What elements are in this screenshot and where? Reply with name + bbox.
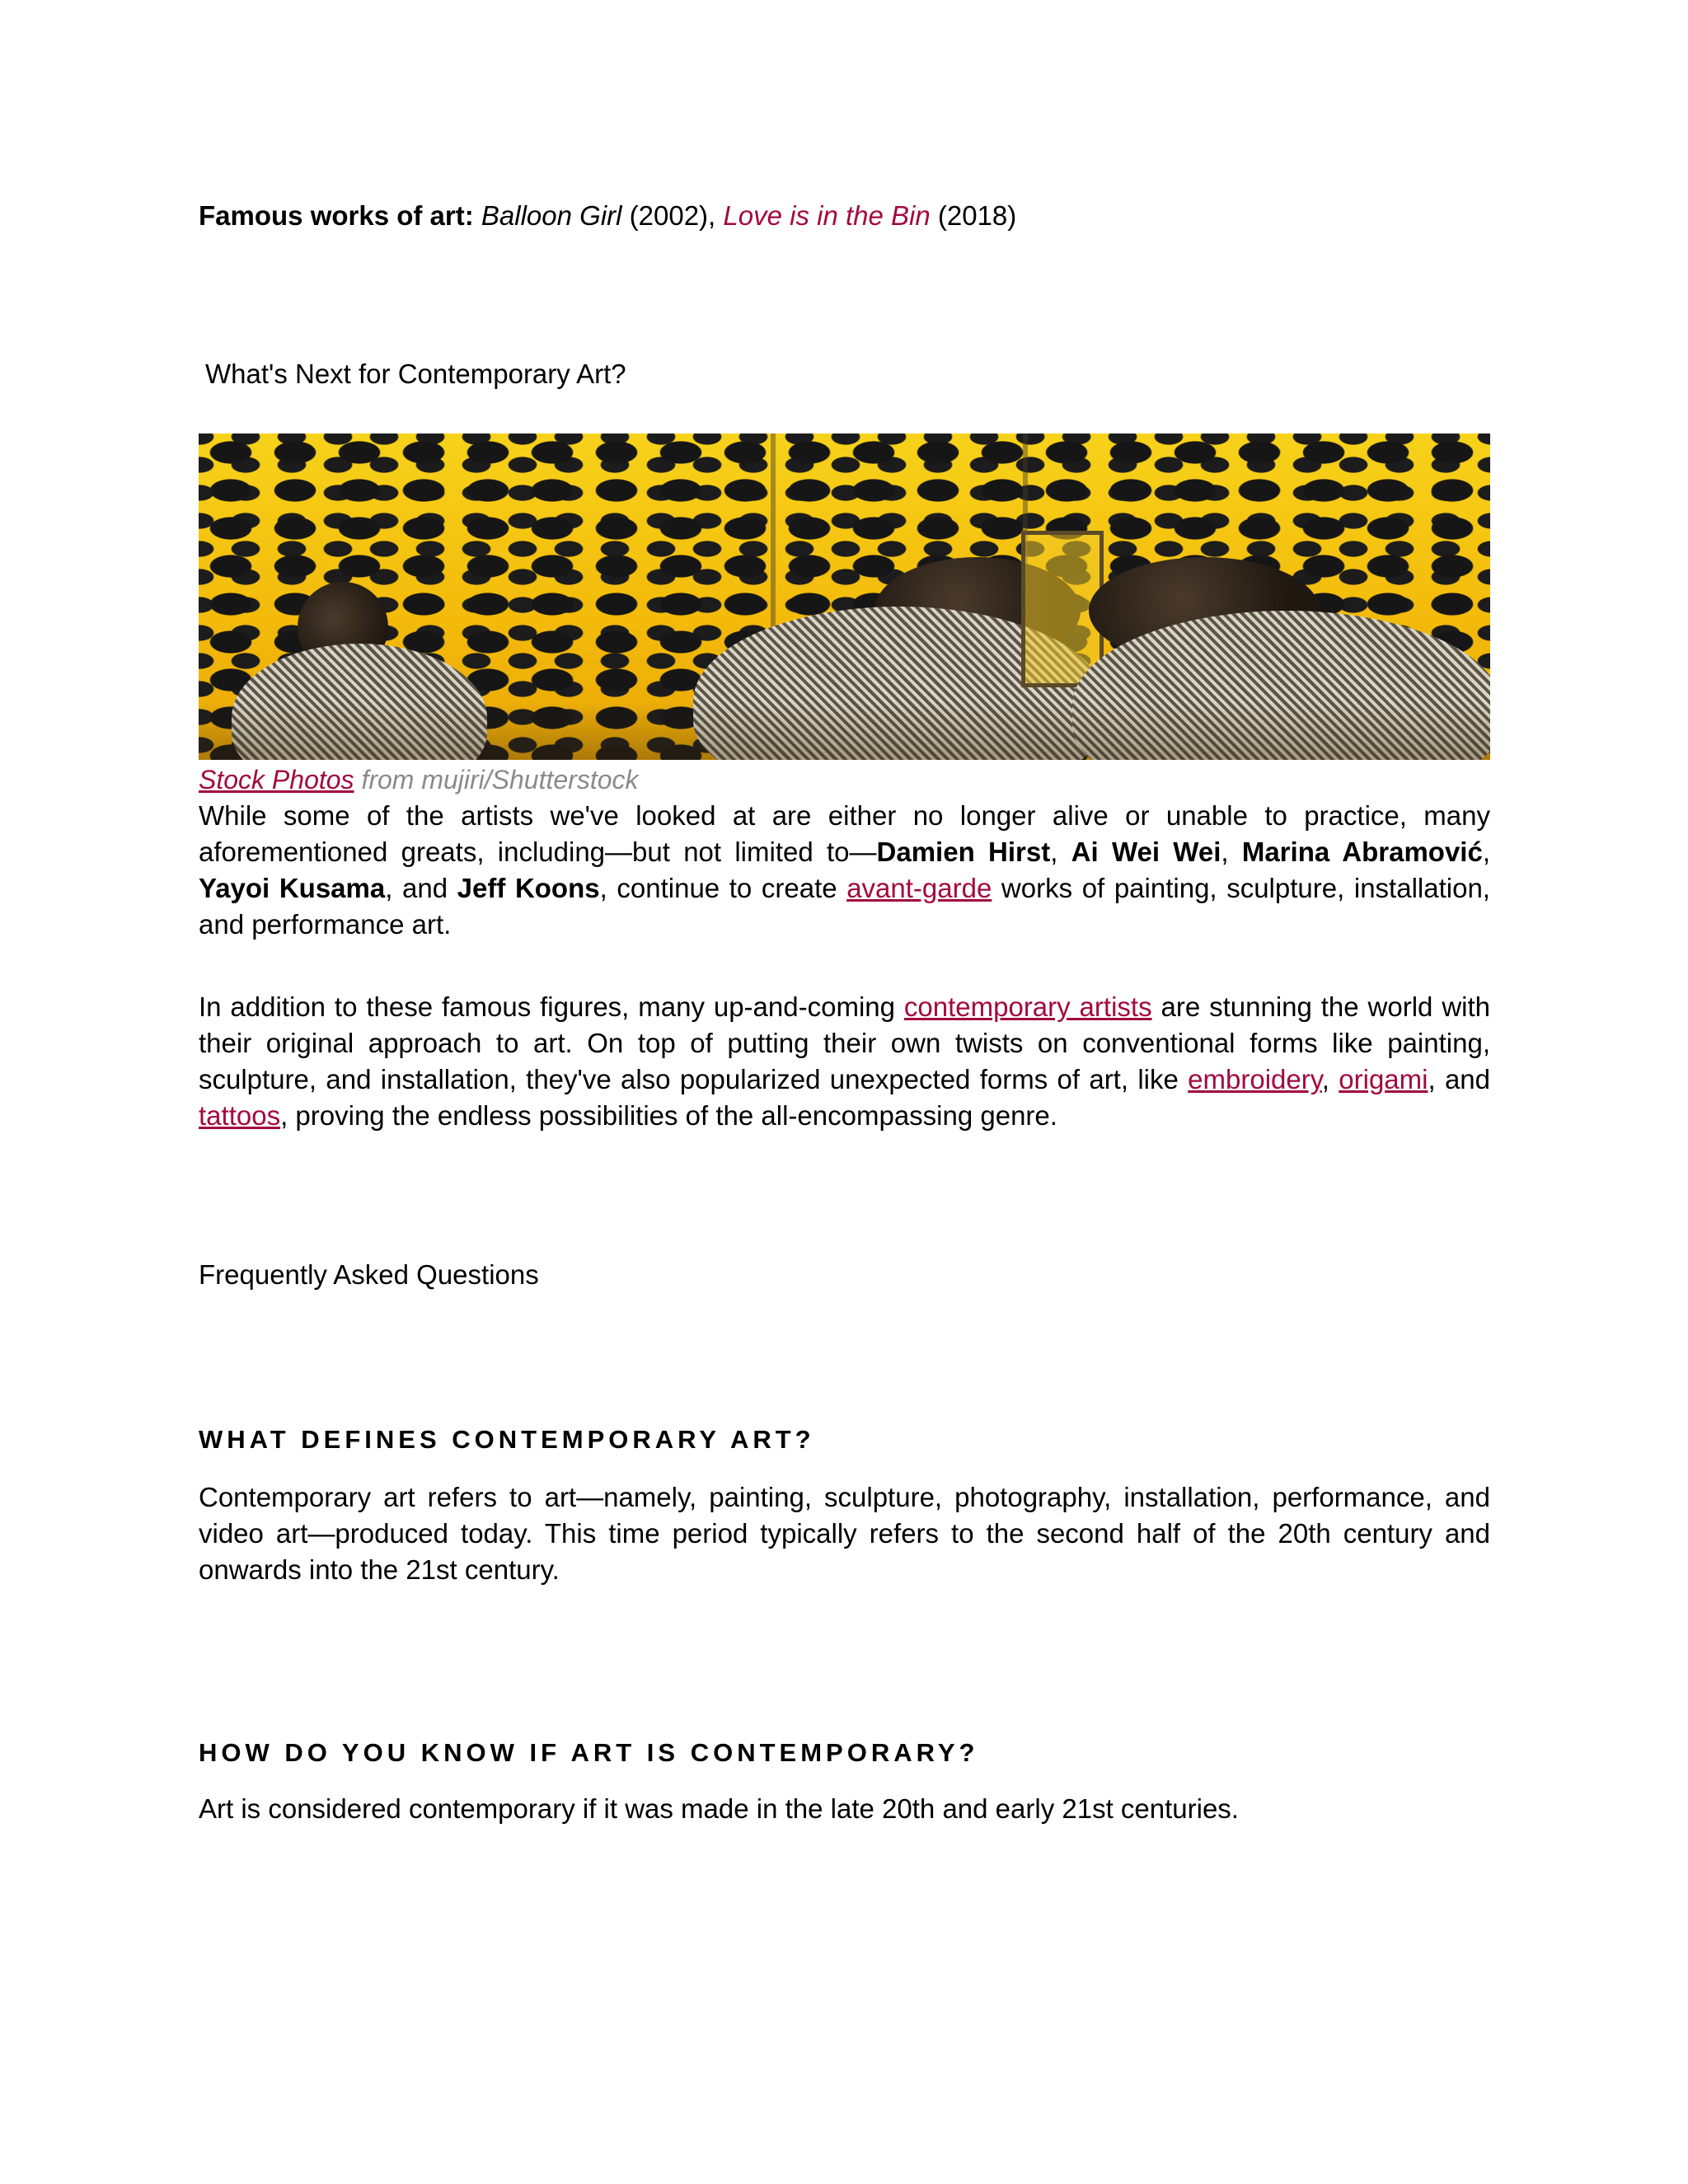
stock-photos-link[interactable]: Stock Photos	[199, 765, 354, 794]
famous-works-label: Famous works of art:	[199, 200, 474, 231]
artist-marina-abramovic: Marina Abramović	[1241, 837, 1483, 867]
faq-heading: Frequently Asked Questions	[199, 1259, 539, 1290]
faq-question-2: HOW DO YOU KNOW IF ART IS CONTEMPORARY?	[199, 1738, 979, 1767]
artist-damien-hirst: Damien Hirst	[876, 837, 1051, 867]
work-love-is-in-the-bin: Love is in the Bin	[723, 200, 931, 231]
avant-garde-link[interactable]: avant-garde	[846, 873, 992, 903]
tattoos-link[interactable]: tattoos	[199, 1100, 281, 1131]
polka-dot-room-photo	[199, 434, 1490, 760]
photo-caption: Stock Photos from mujiri/Shutterstock	[199, 765, 639, 794]
artist-ai-wei-wei: Ai Wei Wei	[1071, 837, 1221, 867]
faq-answer-1: Contemporary art refers to art—namely, painting, sculpture, photography, installation, performance, and video art—produced today. This time period typically refers to the second half of the 20th century and onwards into the 21st century.	[199, 1482, 1490, 1585]
origami-link[interactable]: origami	[1339, 1064, 1428, 1094]
artist-jeff-koons: Jeff Koons	[457, 873, 600, 903]
paragraph-artists: While some of the artists we've looked at are either no longer alive or unable to practice, many aforementioned greats, including—but not limited to—Damien Hirst, Ai Wei Wei, Marina Abramović, Yayoi Kusama, and Jeff Koons, continue to create avant-garde works of painting, sculpture, installation, and performance art.	[199, 800, 1490, 940]
famous-works-line: Famous works of art: Balloon Girl (2002), Love is in the Bin (2018)	[199, 200, 1017, 231]
paragraph-up-and-coming: In addition to these famous figures, many up-and-coming contemporary artists are stunning the world with their original approach to art. On top of putting their own twists on conventional forms like painting, sculpture, and installation, they've also popularized unexpected forms of art, like embroidery, origami, and tattoos, proving the endless possibilities of the all-encompassing genre.	[199, 991, 1491, 1131]
work-balloon-girl: Balloon Girl	[481, 200, 622, 231]
section-heading-whats-next: What's Next for Contemporary Art?	[205, 359, 626, 389]
faq-answer-2: Art is considered contemporary if it was made in the late 20th and early 21st centuries.	[199, 1793, 1239, 1824]
contemporary-artists-link[interactable]: contemporary artists	[903, 991, 1152, 1022]
artist-yayoi-kusama: Yayoi Kusama	[199, 873, 386, 903]
embroidery-link[interactable]: embroidery	[1188, 1064, 1322, 1094]
faq-question-1: WHAT DEFINES CONTEMPORARY ART?	[199, 1425, 815, 1454]
